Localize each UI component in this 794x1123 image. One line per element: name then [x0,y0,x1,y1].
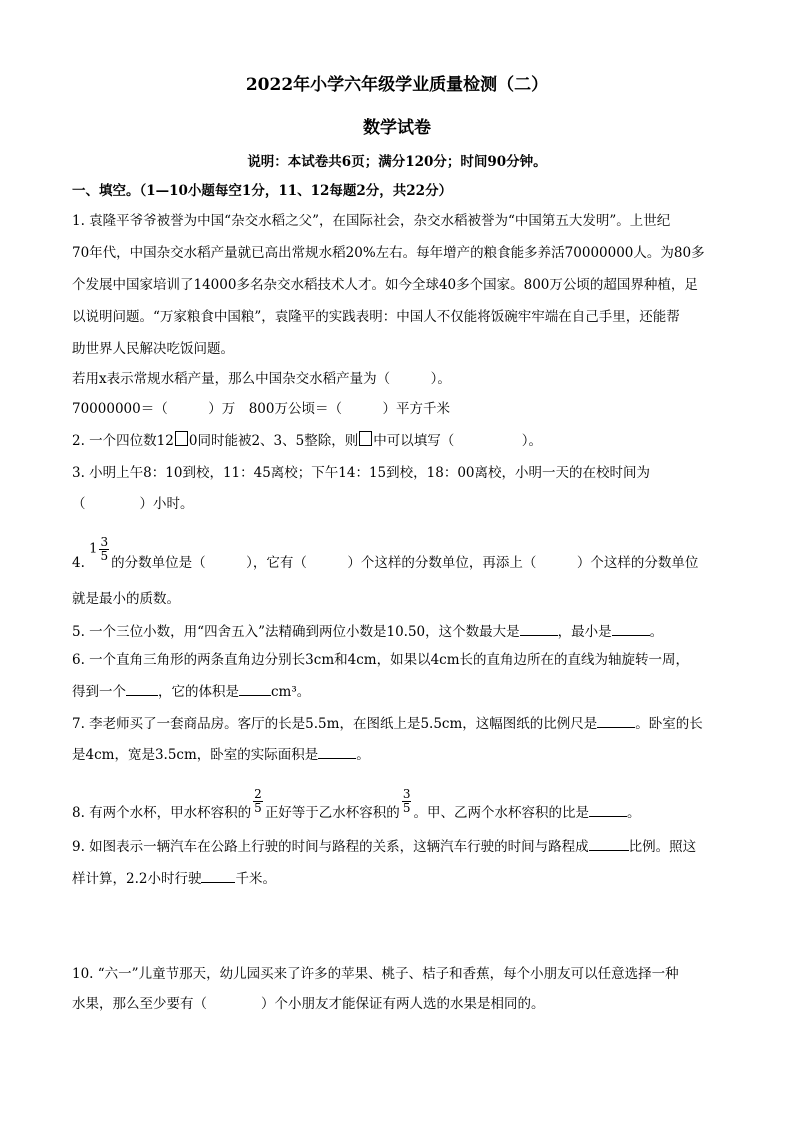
q2-mid: 0同时能被2、3、5整除，则 [188,433,359,449]
q6-line-2 [72,681,310,702]
section-heading: 一、填空。（1—10小题每空1分，11、12每题2分，共22分） [72,183,453,199]
question-2 [72,431,542,451]
mixed-whole: 1 [89,541,98,557]
q7-line-2 [72,744,370,765]
q9-line-1 [72,836,696,857]
q6-line-1: 6. 一个直角三角形的两条直角边分别长3cm和4cm，如果以4cm长的直角边所在的直线为轴旋转一周， [72,652,690,668]
q2-post: 中可以填写（ ）。 [373,433,542,449]
q1-line-6: 若用x表示常规水稻产量，那么中国杂交水稻产量为（ ）。 [72,371,451,387]
answer-blank [612,621,650,636]
q1-line-3: 个发展中国家培训了14000多名杂交水稻技术人才。如今全球40多个国家。800万公顷的超国界种植，足 [72,277,698,293]
fraction [99,536,109,563]
answer-blank [239,681,271,696]
q9-c: 样计算，2.2小时行驶 [72,871,202,887]
answer-blank [589,802,627,817]
fraction-denominator: 5 [100,549,109,564]
digit-box [175,431,188,446]
instructions: 说明：本试卷共6页；满分120分；时间90分钟。 [247,154,547,170]
q3-line-2: （ ）小时。 [72,496,194,512]
q1-line-5: 助世界人民解决吃饭问题。 [72,341,234,357]
mixed-number [89,534,111,565]
fraction-numerator: 2 [254,787,262,801]
page-title: 2022年小学六年级学业质量检测（二） [245,75,549,95]
q8-mid: 正好等于乙水杯容积的 [264,805,400,821]
q4-line-2: 就是最小的质数。 [72,591,180,607]
fraction-numerator: 3 [100,535,109,550]
q10-line-1: 10. “六一”儿童节那天，幼儿园买来了许多的苹果、桃子、桔子和香蕉，每个小朋友可以任意选择一种 [72,966,679,982]
fraction [253,788,263,815]
q5-a: 5. 一个三位小数，用“四舍五入”法精确到两位小数是10.50，这个数最大是 [72,624,520,640]
q8-post: 。甲、乙两个水杯容积的比是 [413,805,589,821]
q4-post: 的分数单位是（ ），它有（ ）个这样的分数单位，再添上（ ）个这样的分数单位 [111,555,699,571]
fraction [402,788,412,815]
answer-blank [318,744,356,759]
q5-c: 。 [649,624,664,640]
answer-blank [597,713,635,728]
q7-b: 。卧室的长 [635,716,703,732]
q1-line-4: 以说明问题。“万家粮食中国粮”，袁隆平的实践表明：中国人不仅能将饭碗牢牢端在自己手里，还能帮 [72,309,680,325]
q9-line-2 [72,868,276,889]
page-subtitle: 数学试卷 [363,118,431,138]
q9-b: 比例。照这 [628,839,697,855]
q9-d: 千米。 [235,871,276,887]
q8-end: 。 [626,805,641,821]
q7-line-1 [72,713,703,734]
q7-a: 7. 李老师买了一套商品房。客厅的长是5.5m，在图纸上是5.5cm，这幅图纸的比例尺是 [72,716,598,732]
q6-b: ，它的体积是 [158,684,239,700]
q7-c: 是4cm，宽是3.5cm，卧室的实际面积是 [72,747,319,763]
q3-line-1: 3. 小明上午8：10到校，11：45离校；下午14：15到校，18：00离校，小明一天的在校时间为 [72,465,651,481]
q10-line-2: 水果，那么至少要有（ ）个小朋友才能保证有两人选的水果是相同的。 [72,996,545,1012]
fraction-numerator: 3 [402,787,411,801]
q9-a: 9. 如图表示一辆汽车在公路上行驶的时间与路程的关系，这辆汽车行驶的时间与路程成 [72,839,589,855]
q1-line-2: 70年代，中国杂交水稻产量就已高出常规水稻20%左右。每年增产的粮食能多养活70000000人。为80多 [72,245,705,261]
fraction-denominator: 5 [254,801,262,815]
question-4 [72,535,699,579]
answer-blank [520,621,558,636]
answer-blank [201,868,235,883]
q5-b: ，最小是 [557,624,612,640]
q8-pre: 8. 有两个水杯，甲水杯容积的 [72,805,252,821]
q1-line-1: 1. 袁隆平爷爷被誉为中国“杂交水稻之父”，在国际社会，杂交水稻被誉为“中国第五大发明”。上世纪 [72,213,671,229]
q6-a: 得到一个 [72,684,126,700]
q7-d: 。 [356,747,370,763]
fraction-denominator: 5 [402,801,411,815]
answer-blank [589,836,629,851]
q1-line-7: 70000000＝（ ）万 800万公顷＝（ ）平方千米 [72,401,450,417]
digit-box [359,431,372,446]
q6-c: cm³。 [271,684,311,700]
q4-pre: 4. [72,555,90,571]
question-8 [72,787,641,827]
q2-pre: 2. 一个四位数12 [72,433,174,449]
question-5 [72,621,663,642]
answer-blank [126,681,158,696]
